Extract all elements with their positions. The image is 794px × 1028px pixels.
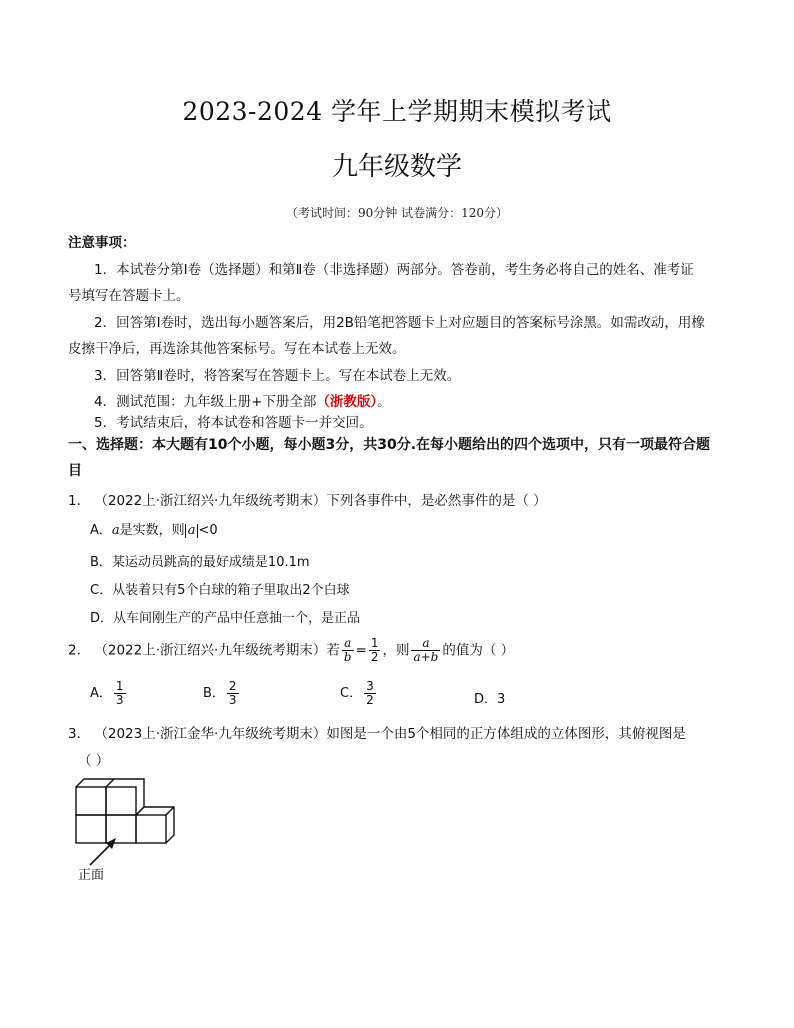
notice-item-1-line-1: 1．本试卷分第Ⅰ卷（选择题）和第Ⅱ卷（非选择题）两部分。答卷前，考生务必将自己的姓名、准考证	[94, 262, 694, 278]
question-2-option-b	[203, 680, 241, 707]
q2-option-b-den: 3	[228, 693, 237, 707]
cube-face-top-middle	[106, 787, 136, 815]
exam-meta: （考试时间：90分钟 试卷满分：120分）	[286, 206, 508, 220]
question-1-option-c: C．从装着只有5个白球的箱子里取出2个白球	[90, 583, 350, 598]
question-2-option-c	[340, 680, 378, 707]
q2-stem-suffix: 的值为（ ）	[442, 642, 515, 659]
q2-option-b-label: B．	[203, 686, 225, 701]
cube-front-faces	[76, 779, 174, 843]
cube-face-top-left	[76, 787, 106, 815]
q2-mid: ，则	[382, 642, 410, 659]
q2-f2-den: 2	[370, 650, 379, 664]
q2-fraction-target	[411, 637, 440, 664]
figure-label-front: 正面	[78, 868, 105, 883]
cube-depth-edge-right	[166, 807, 174, 815]
question-1-option-b: B．某运动员跳高的最好成绩是10.1m	[90, 555, 310, 570]
question-2-option-a	[90, 680, 128, 707]
notice-item-4-suffix: 。	[377, 394, 391, 410]
q2-option-c-num: 3	[366, 679, 374, 693]
q1-option-a-end: <0	[198, 523, 218, 538]
exam-subject: 九年级数学	[331, 152, 462, 182]
q2-stem-prefix: 2． （2022上·浙江绍兴·九年级统考期末）若	[68, 642, 340, 659]
question-2-stem	[68, 637, 514, 664]
question-1-stem: 1． （2022上·浙江绍兴·九年级统考期末）下列各事件中，是必然事件的是（ ）	[68, 493, 547, 509]
cube-depth-edge-mid	[106, 779, 114, 787]
q2-fraction-a-over-b	[342, 637, 354, 664]
q2-option-a-label: A．	[90, 686, 112, 701]
q2-f3-num: a	[411, 637, 440, 651]
cube-face-bottom-left	[76, 815, 106, 843]
cube-face-bottom-right	[136, 815, 166, 843]
q2-f1-num: a	[342, 637, 354, 651]
q2-option-c-label: C．	[340, 686, 363, 701]
cube-depth-top	[76, 779, 144, 815]
q2-option-b-num: 2	[228, 679, 237, 693]
notice-item-2-line-2: 皮擦干净后，再选涂其他答案标号。写在本试卷上无效。	[68, 341, 406, 357]
front-arrow	[90, 838, 116, 865]
notice-heading: 注意事项：	[68, 235, 136, 251]
q2-equals: =	[355, 642, 367, 659]
notice-item-4-prefix: 4．测试范围：九年级上册+下册全部	[94, 394, 317, 410]
q2-fraction-one-half	[369, 637, 381, 664]
exam-title: 2023-2024 学年上学期期末模拟考试	[182, 97, 612, 126]
question-2-option-d: D．3	[474, 692, 506, 707]
q2-option-c-den: 2	[366, 693, 374, 707]
notice-item-2-line-1: 2．回答第Ⅰ卷时，选出每小题答案后，用2B铅笔把答题卡上对应题目的答案标号涂黑。如需改动，用橡	[94, 315, 705, 331]
q2-option-b-fraction	[227, 680, 239, 707]
notice-item-4-edition: （浙教版）	[316, 394, 378, 410]
q2-option-a-num: 1	[115, 679, 124, 693]
q1-option-a-mid: 是实数，则	[119, 523, 185, 538]
notice-item-5: 5．考试结束后，将本试卷和答题卡一并交回。	[94, 415, 373, 431]
question-3-stem-line-1: 3． （2023上·浙江金华·九年级统考期末）如图是一个由5个相同的正方体组成的立体图形，其俯视图是	[68, 726, 686, 742]
q2-option-a-den: 3	[115, 693, 124, 707]
q1-option-a-var: a	[111, 523, 120, 538]
question-3-stem-line-2: （ ）	[78, 753, 110, 769]
q2-f1-den: b	[343, 650, 352, 664]
question-1-option-a	[90, 519, 218, 538]
section-1-heading-line-1: 一、选择题：本大题有10个小题，每小题3分，共30分.在每小题给出的四个选项中，只有一项最符合题	[68, 437, 711, 453]
notice-item-4	[94, 390, 391, 410]
section-1-heading-line-2: 目	[68, 463, 82, 479]
cube-face-bottom-middle	[106, 815, 136, 843]
notice-item-1-line-2: 号填写在答题卡上。	[68, 288, 190, 304]
notice-item-3: 3．回答第Ⅱ卷时，将答案写在答题卡上。写在本试卷上无效。	[94, 368, 461, 384]
q2-option-c-fraction	[364, 680, 376, 707]
q2-option-a-fraction	[114, 680, 126, 707]
q1-option-a-abs: a	[185, 524, 199, 538]
q1-option-a-label: A．	[90, 523, 112, 538]
q2-f3-den: a+b	[413, 650, 439, 664]
question-1-option-d: D．从车间刚生产的产品中任意抽一个，是正品	[90, 611, 361, 626]
q2-f2-num: 1	[370, 636, 379, 650]
